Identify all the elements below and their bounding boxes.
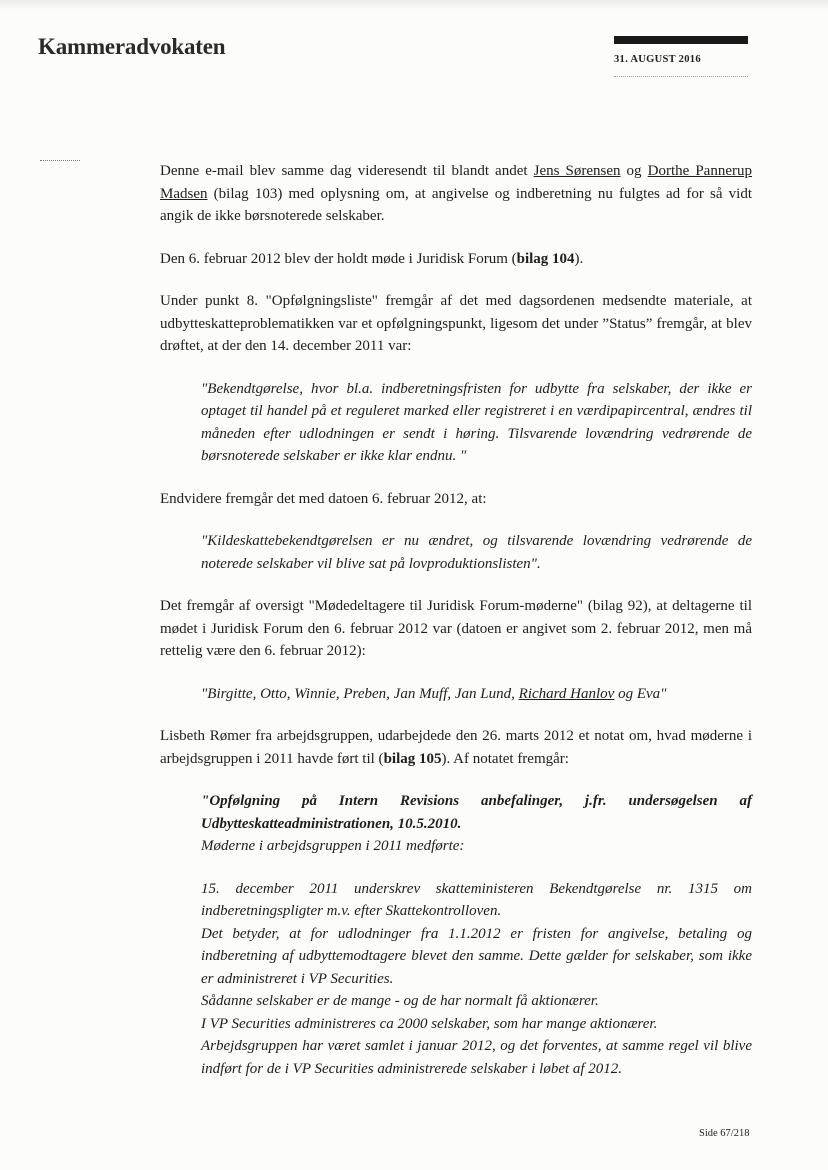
notat-line-2: Det betyder, at for udlodninger fra 1.1.2012 er fristen for angivelse, betaling og indberetning af udbyttemodtagere blevet den samme. Dette gælder for selskaber, som ikke er administreret i VP Securities.: [201, 925, 752, 987]
person-link-jens-sorensen: Jens Sørensen: [533, 163, 621, 179]
notat-subheading: Møderne i arbejdsgruppen i 2011 medførte:: [201, 838, 465, 854]
paragraph-furthermore: Endvidere fremgår det med datoen 6. februar 2012, at:: [160, 490, 487, 507]
paragraph-notat: Lisbeth Rømer fra arbejdsgruppen, udarbejdede den 26. marts 2012 et notat om, hvad møderne i arbejdsgruppen i 2011 havde ført til (bilag 105). Af notatet fremgår:: [160, 728, 752, 767]
firm-logo: Kammeradvokaten: [38, 34, 226, 59]
notat-heading: "Opfølgning på Intern Revisions anbefalinger, j.fr. undersøgelsen af Udbytteskatteadministrationen, 10.5.2010.: [201, 793, 752, 832]
header-bar: [614, 36, 748, 44]
page-number: Side 67/218: [699, 1128, 750, 1139]
paragraph-email-forward: Denne e-mail blev samme dag videresendt til blandt andet Jens Sørensen og Dorthe Pannerup Madsen (bilag 103) med oplysning om, at angivelse og indberetning nu fulgtes ad for så vidt angik de ikke børsnoterede selskaber.: [160, 163, 752, 224]
margin-marker: [40, 160, 80, 161]
quote-notat-heading: [201, 790, 752, 858]
header-divider: [614, 76, 748, 77]
notat-line-1: 15. december 2011 underskrev skatteministeren Bekendtgørelse nr. 1315 om indberetningspligter m.v. efter Skattekontrolloven.: [201, 880, 752, 919]
bilag-105-ref: bilag 105: [383, 750, 442, 767]
bilag-104-ref: bilag 104: [516, 250, 575, 267]
paragraph-followup-list: Under punkt 8. "Opfølgningsliste" fremgår af det med dagsordenen medsendte materiale, at udbytteskatteproblematikken var et opfølgningspunkt, ligesom det under ”Status” fremgår, at blev drøftet, at der den 14. december 2011 var:: [160, 293, 752, 354]
paragraph-participants: Det fremgår af oversigt "Mødedeltagere til Juridisk Forum-møderne" (bilag 92), at deltagerne til mødet i Juridisk Forum den 6. februar 2012 var (datoen er angivet som 2. februar 2012, men må rettelig være den 6. februar 2012):: [160, 598, 752, 659]
page-top-edge: [0, 0, 828, 10]
quote-bekendtgorelse: "Bekendtgørelse, hvor bl.a. indberetningsfristen for udbytte fra selskaber, der ikke er optaget til handel på et reguleret marked eller registreret i en værdipapircentral, ændres til måneden efter udlodningen er sendt i høring. Tilsvarende lovændring vedrørende de børsnoterede selskaber er ikke klar endnu. ": [201, 380, 752, 464]
person-link-richard-hanlov: Richard Hanlov: [518, 685, 615, 702]
notat-line-4: I VP Securities administreres ca 2000 selskaber, som har mange aktionærer.: [201, 1015, 658, 1032]
document-body: [160, 160, 752, 1100]
quote-notat-content: [201, 878, 752, 1081]
paragraph-meeting: Den 6. februar 2012 blev der holdt møde i Juridisk Forum (bilag 104).: [160, 250, 584, 267]
person-link-dorthe-pannerup-madsen: Dorthe Pannerup Madsen: [160, 163, 752, 202]
document-date: 31. AUGUST 2016: [614, 54, 701, 65]
notat-line-3: Sådanne selskaber er de mange - og de har normalt få aktionærer.: [201, 993, 599, 1009]
quote-kildeskat: "Kildeskattebekendtgørelsen er nu ændret, og tilsvarende lovændring vedrørende de noterede selskaber vil blive sat på lovproduktionslisten".: [201, 533, 752, 572]
notat-line-5: Arbejdsgruppen har været samlet i januar 2012, og det forventes, at samme regel vil blive indført for de i VP Securities administrerede selskaber i løbet af 2012.: [201, 1038, 752, 1077]
quote-participant-list: "Birgitte, Otto, Winnie, Preben, Jan Muff, Jan Lund, Richard Hanlov og Eva": [201, 685, 667, 702]
